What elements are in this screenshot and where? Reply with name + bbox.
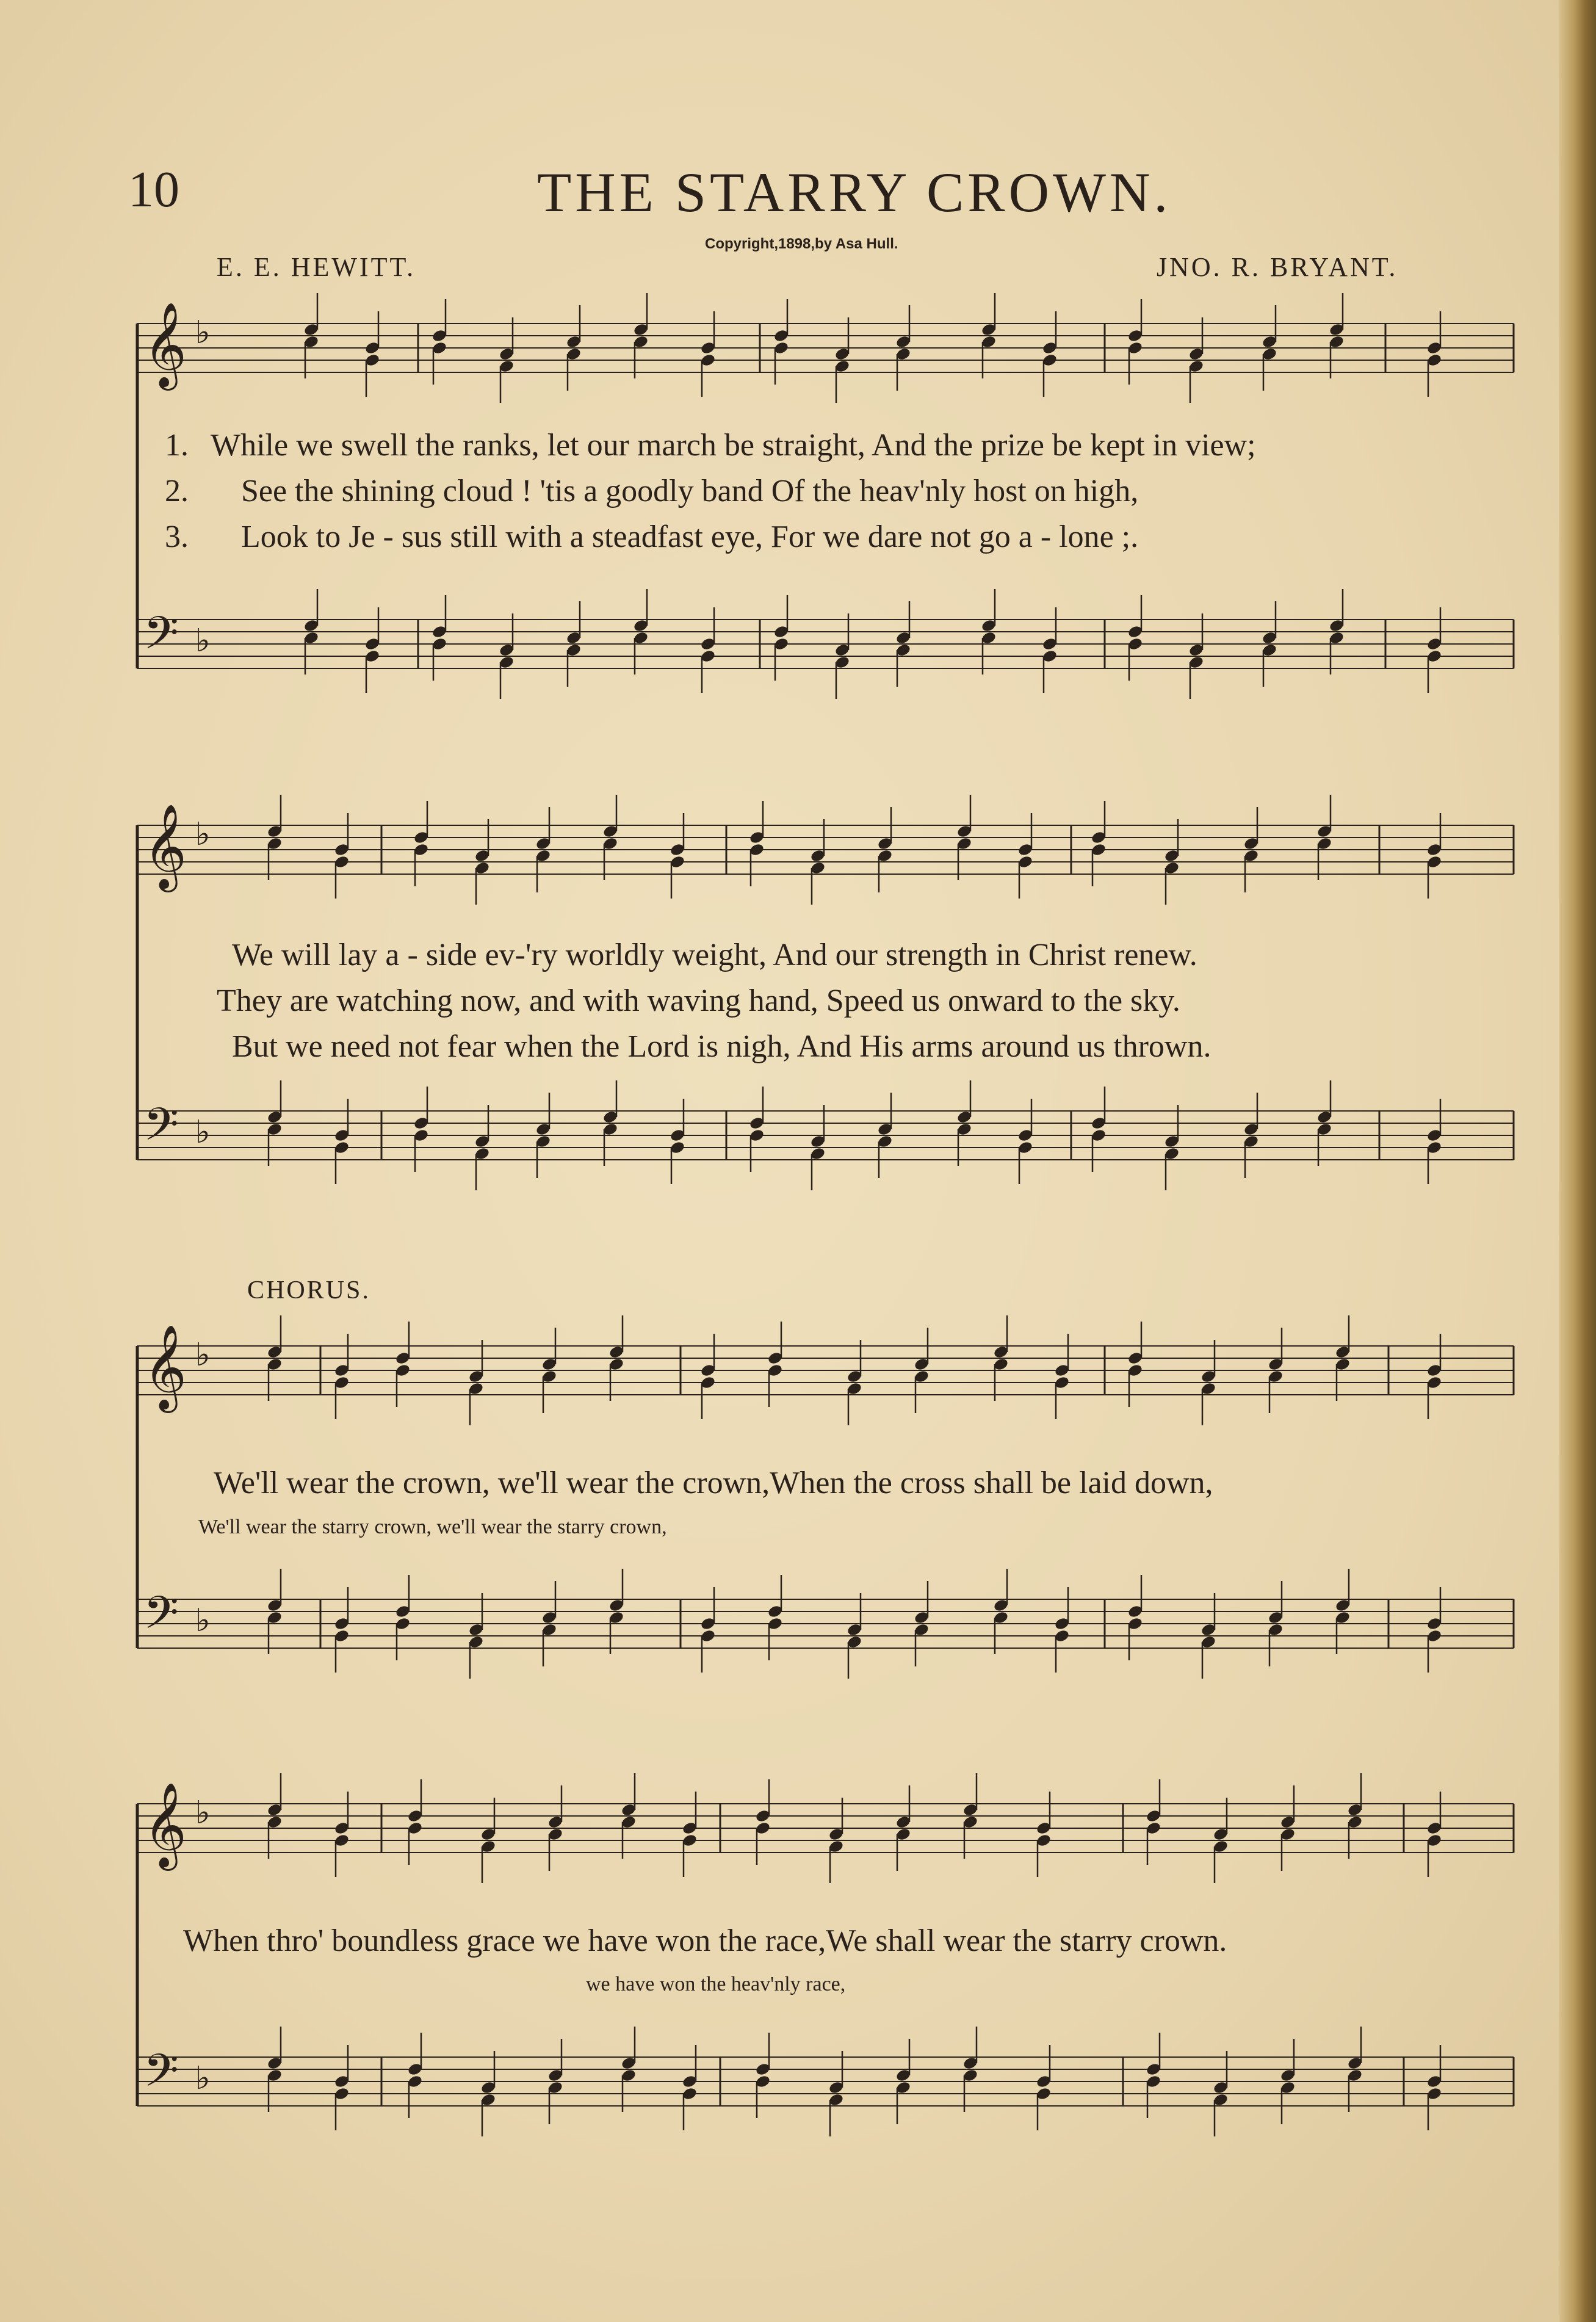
copyright-notice: Copyright,1898,by Asa Hull. (705, 236, 898, 252)
flat-icon: ♭ (195, 816, 211, 853)
treble-clef-icon: 𝄞 (143, 302, 187, 387)
hymn-title: THE STARRY CROWN. (537, 161, 1172, 223)
bass-clef-icon: 𝄢 (143, 2044, 179, 2108)
chorus-label: CHORUS. (247, 1276, 370, 1304)
bass-clef-icon: 𝄢 (143, 607, 179, 671)
flat-icon: ♭ (195, 623, 211, 659)
verse-2-line: See the shining cloud ! 'tis a goodly band Of the heav'nly host on high, (241, 474, 1139, 508)
flat-icon: ♭ (195, 2060, 211, 2097)
flat-icon: ♭ (195, 1114, 211, 1151)
flat-icon: ♭ (195, 1795, 211, 1831)
treble-clef-icon: 𝄞 (143, 1325, 187, 1409)
verse-1-line-2: We will lay a - side ev-'ry worldly weight, And our strength in Christ renew. (232, 938, 1197, 972)
composer-credit: JNO. R. BRYANT. (1157, 252, 1398, 282)
verse-3-line-2: But we need not fear when the Lord is nigh, And His arms around us thrown. (232, 1029, 1211, 1064)
treble-clef-icon: 𝄞 (143, 1782, 187, 1867)
flat-icon: ♭ (195, 1337, 211, 1373)
flat-icon: ♭ (195, 1602, 211, 1639)
chorus-line-2-small: we have won the heav'nly race, (586, 1973, 846, 1995)
verse-number-3: 3. (165, 519, 189, 554)
treble-clef-icon: 𝄞 (143, 804, 187, 889)
bass-clef-icon: 𝄢 (143, 1098, 179, 1162)
chorus-line-1-small: We'll wear the starry crown, we'll wear the starry crown, (198, 1516, 667, 1538)
flat-icon: ♭ (195, 314, 211, 351)
page-number: 10 (128, 161, 179, 218)
verse-2-line-2: They are watching now, and with waving hand, Speed us onward to the sky. (217, 983, 1180, 1018)
chorus-line-1: We'll wear the crown, we'll wear the crown,When the cross shall be laid down, (214, 1466, 1213, 1500)
verse-number-2: 2. (165, 474, 189, 508)
chorus-line-2: When thro' boundless grace we have won the race,We shall wear the starry crown. (183, 1923, 1227, 1958)
lyricist-credit: E. E. HEWITT. (217, 252, 416, 282)
verse-1-line: While we swell the ranks, let our march be straight, And the prize be kept in view; (211, 428, 1256, 463)
bass-clef-icon: 𝄢 (143, 1586, 179, 1651)
verse-3-line: Look to Je - sus still with a steadfast eye, For we dare not go a - lone ;. (241, 519, 1139, 554)
verse-number-1: 1. (165, 428, 189, 463)
